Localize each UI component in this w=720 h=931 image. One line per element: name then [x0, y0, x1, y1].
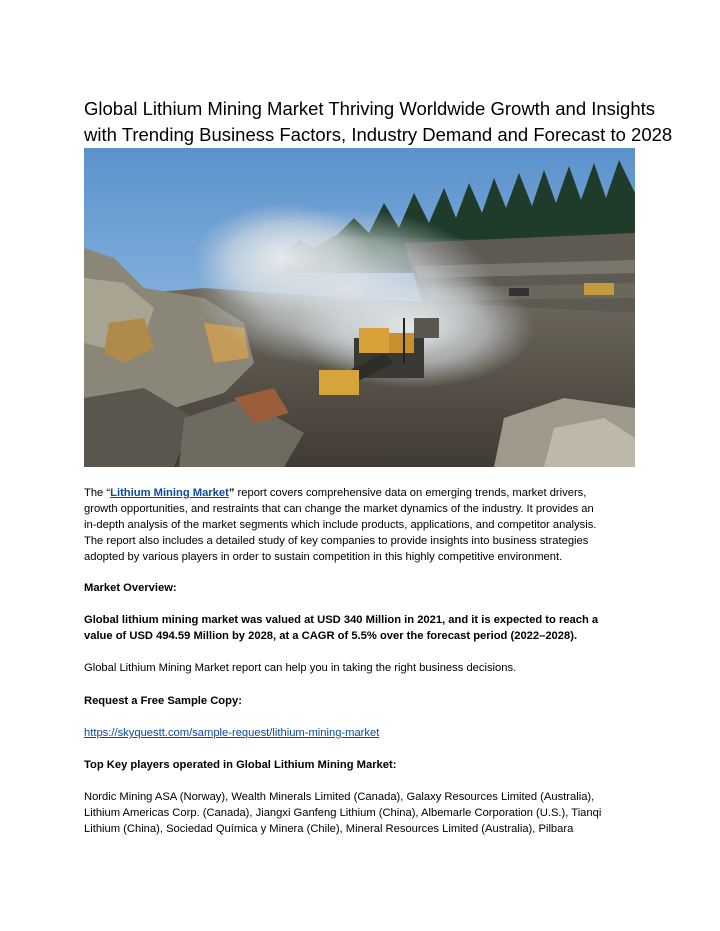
decision-text: Global Lithium Mining Market report can help you in taking the right business decisions.	[84, 662, 517, 674]
sample-request-link[interactable]: https://skyquestt.com/sample-request/lithium-mining-market	[84, 727, 380, 739]
market-overview-line-1: Global lithium mining market was valued at USD 340 Million in 2021, and it is expected to reach a	[84, 614, 599, 626]
intro-line-3: in-depth analysis of the market segments which include products, applications, and competitor analysis.	[84, 519, 597, 531]
intro-close-quote: ”	[228, 487, 235, 499]
intro-line-1	[84, 485, 644, 501]
market-overview-line-2: value of USD 494.59 Million by 2028, at a CAGR of 5.5% over the forecast period (2022–2028).	[84, 630, 578, 642]
players-line-2: Lithium Americas Corp. (Canada), Jiangxi Ganfeng Lithium (China), Albemarle Corporation (U.S.), Tianqi	[84, 807, 602, 819]
mining-photo-illustration	[84, 148, 635, 467]
players-line-1: Nordic Mining ASA (Norway), Wealth Minerals Limited (Canada), Galaxy Resources Limited (Australia),	[84, 791, 595, 803]
intro-line-4: The report also includes a detailed study of key companies to provide insights into business strategies	[84, 535, 589, 547]
intro-line-2: growth opportunities, and restraints that can change the market dynamics of the industry. It provides an	[84, 503, 594, 515]
title-line-1: Global Lithium Mining Market Thriving Worldwide Growth and Insights	[84, 98, 656, 119]
lithium-mining-market-link[interactable]: Lithium Mining Market	[110, 487, 229, 499]
players-line-3: Lithium (China), Sociedad Química y Minera (Chile), Mineral Resources Limited (Australia), Pilbara	[84, 823, 574, 835]
sample-link-paragraph	[84, 725, 644, 741]
market-overview-paragraph	[84, 612, 644, 644]
intro-line-1-rest: report covers comprehensive data on emerging trends, market drivers,	[234, 487, 587, 499]
mining-site-photo	[84, 148, 635, 467]
intro-prefix: The “	[84, 487, 111, 499]
document-title	[84, 96, 673, 148]
sample-heading: Request a Free Sample Copy:	[84, 695, 242, 707]
players-paragraph	[84, 789, 644, 837]
intro-line-5: adopted by various players in order to sustain competition in this highly competitive environment.	[84, 551, 563, 563]
market-overview-heading: Market Overview:	[84, 582, 177, 594]
title-line-2: with Trending Business Factors, Industry Demand and Forecast to 2028	[84, 124, 673, 145]
intro-paragraph	[84, 485, 644, 565]
players-heading: Top Key players operated in Global Lithium Mining Market:	[84, 759, 397, 771]
